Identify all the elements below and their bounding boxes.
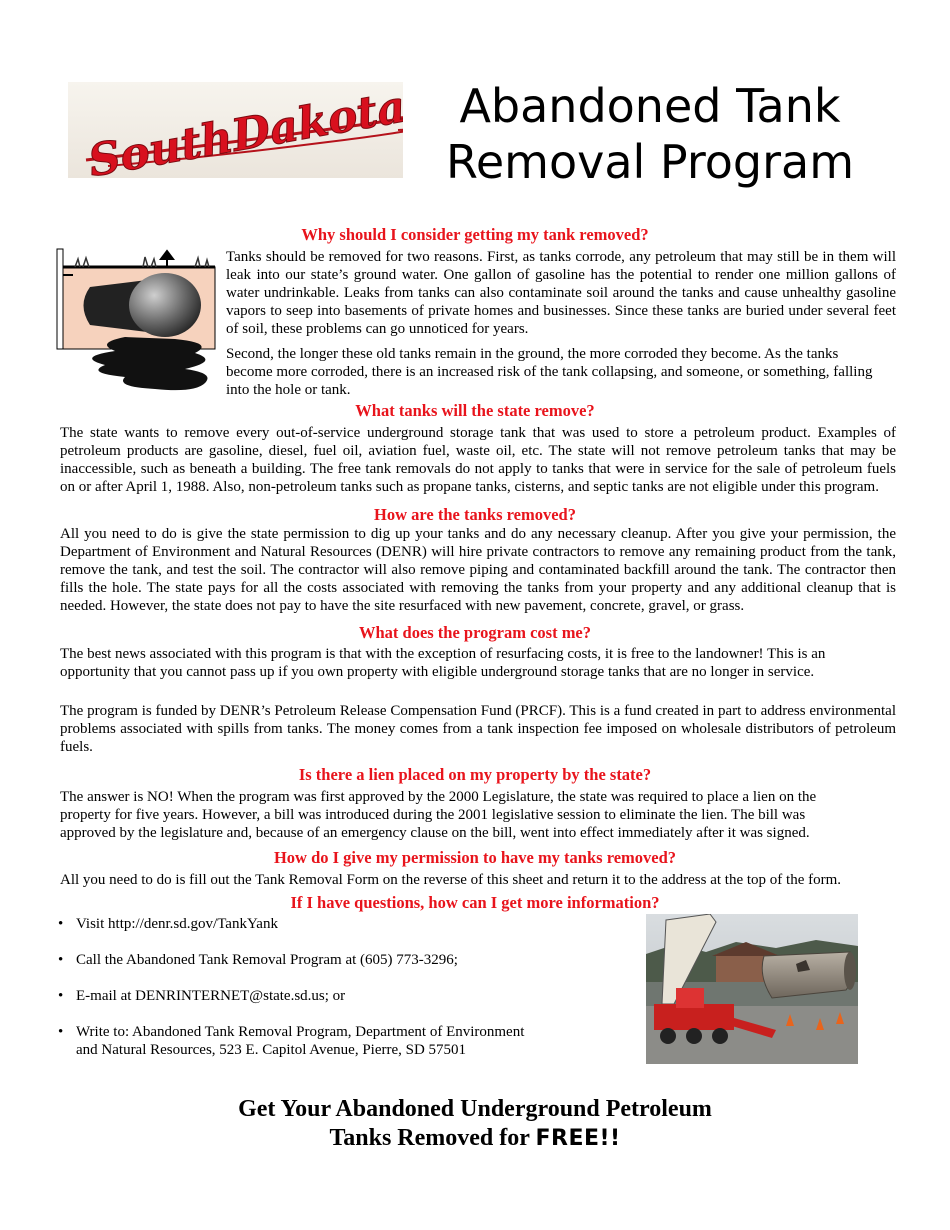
list-item-visit: • Visit http://denr.sd.gov/TankYank — [58, 915, 538, 933]
list-item-email: • E-mail at DENRINTERNET@state.sd.us; or — [58, 987, 538, 1005]
crane-lifting-tank-image — [646, 914, 858, 1064]
heading-permission: How do I give my permission to have my tanks removed? — [273, 848, 677, 867]
why-paragraph-2: Second, the longer these old tanks remain in the ground, the more corroded they become. As the tanks become more corroded, there is an increased risk of the tank collapsing, and someone, or something, falling into the hole or tank. — [226, 346, 873, 398]
leaking-tank-icon — [55, 247, 220, 397]
list-item-call: • Call the Abandoned Tank Removal Program at (605) 773-3296; — [58, 951, 538, 969]
what-tanks-paragraph: The state wants to remove every out-of-service underground storage tank that was used to store a petroleum product. Examples of petroleum products are gasoline, diesel, fuel oil, aviation fuel, waste oil, etc. The state will not remove petroleum tanks that may be inaccessible, such as beneath a building. The free tank removals do not apply to tanks that were in service for the sale of petroleum fuels on or after April 1, 1988. Also, non-petroleum tanks such as propane tanks, cisterns, and septic tanks are not eligible under this program. — [60, 425, 896, 495]
heading-lien: Is there a lien placed on my property by the state? — [298, 765, 652, 784]
page-title — [425, 78, 875, 190]
how-removed-paragraph: All you need to do is give the state permission to dig up your tanks and do any necessary cleanup. After you give your permission, the Department of Environment and Natural Resources (DENR) will hire private contractors to remove any remaining product from the tank, remove the tank, and test the soil. The contractor will also remove piping and contaminated backfill around the tank. The contractor then fills the hole. The state pays for all the costs associated with removing the tanks from your property and any additional cleanup that is needed. However, the state does not pay to have the site resurfaced with new pavement, concrete, gravel, or grass. — [60, 526, 896, 614]
logo-graphic — [68, 82, 403, 178]
tank-illustration — [55, 247, 220, 397]
heading-how-removed: How are the tanks removed? — [374, 505, 576, 524]
footer-line-1: Get Your Abandoned Underground Petroleum — [238, 1096, 712, 1122]
lien-paragraph: The answer is NO! When the program was first approved by the 2000 Legislature, the state was required to place a lien on the property for five years. However, a bill was introduced during the 2001 legislative session to eliminate the lien. The bill was approved by the legislature and, because of an emergency clause on the bill, went into effect immediately after it was signed. — [60, 789, 817, 841]
title-line-1: Abandoned Tank — [459, 79, 841, 133]
contact-list — [58, 915, 538, 1077]
footer-line-2 — [0, 1124, 950, 1153]
cost-paragraph-1: The best news associated with this program is that with the exception of resurfacing costs, it is free to the landowner! This is an opportunity that you cannot pass up if you own property with eligible underground storage tanks that are no longer in service. — [60, 646, 826, 680]
permission-paragraph: All you need to do is fill out the Tank Removal Form on the reverse of this sheet and return it to the address at the top of the form. — [60, 872, 842, 888]
free-emphasis: FREE!! — [535, 1126, 621, 1151]
logo-text: SouthDakota — [84, 82, 403, 178]
cost-paragraph-2: The program is funded by DENR’s Petroleum Release Compensation Fund (PRCF). This is a fund created in part to address environmental problems associated with spills from tanks. The money comes from a tank inspection fee imposed on wholesale distributors of petroleum fuels. — [60, 703, 896, 755]
footer-line-2-prefix: Tanks Removed for — [329, 1125, 536, 1151]
list-item-write: • Write to: Abandoned Tank Removal Program, Department of Environment and Natural Resources, 523 E. Capitol Avenue, Pierre, SD 57501 — [58, 1023, 538, 1059]
heading-more-info: If I have questions, how can I get more information? — [290, 893, 660, 912]
tank-removal-photo — [646, 914, 858, 1064]
why-paragraph-1: Tanks should be removed for two reasons. First, as tanks corrode, any petroleum that may still be in them will leak into our state’s ground water. One gallon of gasoline has the potential to render one million gallons of water undrinkable. Leaks from tanks can also contaminate soil around the tanks and cause unhealthy gasoline vapors to seep into basements of private homes and businesses. Since these tanks are buried under several feet of soil, these problems can go unnoticed for years. — [226, 249, 896, 337]
heading-cost: What does the program cost me? — [358, 623, 592, 642]
title-line-2: Removal Program — [445, 135, 855, 189]
heading-why-remove: Why should I consider getting my tank removed? — [301, 225, 649, 244]
south-dakota-logo — [68, 82, 403, 178]
heading-what-tanks: What tanks will the state remove? — [355, 401, 595, 420]
